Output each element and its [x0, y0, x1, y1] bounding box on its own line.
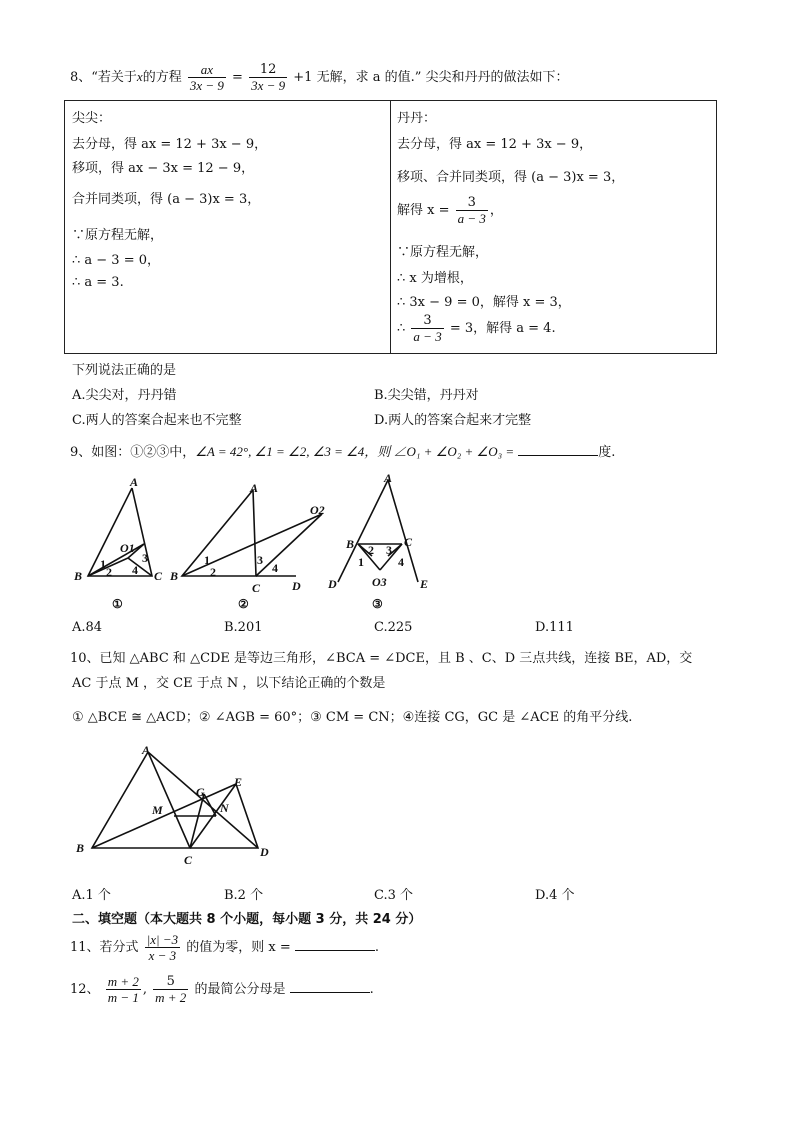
- q8-text: 8、“若关于: [70, 70, 137, 85]
- fig-label-g: G: [196, 785, 205, 799]
- q8-var: x: [136, 69, 143, 84]
- q9-stem: [70, 441, 615, 460]
- fig2-label-o2: O2: [310, 503, 325, 517]
- left-line-2: 移项，得 ax − 3x = 12 − 9，: [72, 161, 255, 176]
- q8-text: +1 无解，求 a 的值.” 尖尖和丹丹的做法如下：: [293, 70, 569, 85]
- text: 的值为零，则 x =: [186, 940, 291, 955]
- fig3-label-c: C: [404, 535, 413, 549]
- fig3-label-o3: O3: [372, 575, 387, 589]
- answer-blank[interactable]: [295, 939, 375, 951]
- fig-label-b: B: [76, 841, 85, 855]
- text: ,: [142, 982, 147, 997]
- text: 解得 x =: [397, 203, 450, 218]
- q9-option-d: D.111: [535, 620, 574, 635]
- q11-fraction: [145, 932, 180, 963]
- fig-label-d: D: [260, 845, 269, 859]
- q12-fraction-2: [153, 974, 188, 1005]
- frac-num: |x| −3: [146, 932, 179, 947]
- fig2-label-d: D: [292, 579, 301, 593]
- fraction: [456, 195, 488, 226]
- fig-label-m: M: [152, 803, 163, 817]
- section-heading: 二、填空题（本大题共 8 个小题，每小题 3 分，共 24 分）: [72, 912, 422, 927]
- text: 9、如图：①②③中，: [70, 445, 196, 460]
- q10-option-c: C.3 个: [374, 888, 414, 903]
- q11: [70, 932, 379, 963]
- q10-option-d: D.4 个: [535, 888, 575, 903]
- right-name: 丹丹：: [397, 111, 437, 126]
- fig-label-c: C: [184, 853, 193, 867]
- fig1-angle-1: 1: [100, 557, 106, 571]
- frac-den: m + 2: [155, 990, 187, 1005]
- frac-den: a − 3: [413, 329, 442, 344]
- left-name: 尖尖：: [72, 111, 112, 126]
- fig3-caption: ③: [372, 597, 383, 611]
- frac-num: 5: [153, 974, 188, 990]
- fig1-label-o1: O1: [120, 541, 135, 555]
- fig2-label-b: B: [170, 569, 179, 583]
- fig3-angle-3: 3: [386, 543, 392, 557]
- right-line-2: 移项、合并同类项，得 (a − 3)x = 3，: [397, 170, 625, 185]
- fig3-label-d: D: [328, 577, 337, 591]
- q9-option-b: B.201: [224, 620, 263, 635]
- fig3-label-e: E: [420, 577, 429, 591]
- left-line-3: 合并同类项，得 (a − 3)x = 3，: [72, 192, 261, 207]
- q10-line-2: AC 于点 M ，交 CE 于点 N ，以下结论正确的个数是: [72, 676, 386, 691]
- fig1-caption: ①: [112, 597, 123, 611]
- fig-label-e: E: [234, 775, 243, 789]
- right-line-1: 去分母，得 ax = 12 + 3x − 9，: [397, 137, 593, 152]
- frac-den: 3x − 9: [189, 78, 224, 93]
- fig2-label-c: C: [252, 581, 261, 595]
- fig2-angle-2: 2: [210, 565, 216, 579]
- fig2-label-a: A: [250, 481, 259, 495]
- fig2-angle-4: 4: [272, 561, 278, 575]
- right-line-6: ∴ 3x − 9 = 0，解得 x = 3，: [397, 295, 571, 310]
- frac-num: 3: [411, 313, 443, 329]
- fig1-label-c: C: [154, 569, 163, 583]
- text: = 3，解得 a = 4.: [449, 321, 556, 336]
- fig1-angle-2: 2: [106, 565, 112, 579]
- text: 12、: [70, 982, 100, 997]
- q10-option-a: A.1 个: [72, 888, 111, 903]
- fig3-angle-2: 2: [368, 543, 374, 557]
- fig-label-a: A: [142, 743, 151, 757]
- right-line-4: ∵原方程无解，: [397, 245, 489, 260]
- frac-den: 3x − 9: [251, 78, 286, 93]
- q8-fraction-2: [249, 62, 287, 93]
- q8-option-b: B.尖尖错，丹丹对: [374, 388, 479, 403]
- q10-option-b: B.2 个: [224, 888, 264, 903]
- right-line-5: ∴ x 为增根，: [397, 271, 473, 286]
- q8-stem: [70, 62, 569, 93]
- math: ∠A = 42°, ∠1 = ∠2, ∠3 = ∠4，则 ∠O₁ + ∠O₂ + ∠O₃ =: [195, 444, 515, 459]
- right-line-3: [397, 195, 503, 226]
- q8-option-c: C.两人的答案合起来也不完整: [72, 413, 242, 428]
- q8-prompt: 下列说法正确的是: [72, 363, 177, 378]
- q12: [70, 974, 374, 1005]
- left-line-4: ∵原方程无解，: [72, 228, 164, 243]
- text: .: [369, 982, 374, 997]
- text: 的最简公分母是: [194, 982, 286, 997]
- fig1-label-b: B: [74, 569, 83, 583]
- left-line-6: ∴ a = 3.: [72, 275, 124, 290]
- answer-blank[interactable]: [290, 981, 370, 993]
- fig2-angle-1: 1: [204, 553, 210, 567]
- frac-den: a − 3: [457, 211, 486, 226]
- fig1-label-a: A: [130, 475, 139, 489]
- fig3-label-b: B: [346, 537, 355, 551]
- right-line-7: [397, 313, 556, 344]
- text: 度.: [598, 445, 616, 460]
- q10-line-3: ① △BCE ≅ △ACD；② ∠AGB = 60°；③ CM = CN；④连接 CG，GC 是 ∠ACE 的角平分线.: [72, 710, 633, 725]
- q8-fraction-1: [188, 62, 226, 93]
- q10-line-1: 10、已知 △ABC 和 △CDE 是等边三角形，∠BCA = ∠DCE，且 B 、C、D 三点共线，连接 BE，AD，交: [70, 651, 693, 666]
- q9-option-c: C.225: [374, 620, 413, 635]
- q10-figure: [70, 738, 280, 868]
- frac-num: m + 2: [107, 974, 139, 989]
- frac-num: 3: [456, 195, 488, 211]
- fig1-angle-4: 4: [132, 563, 138, 577]
- answer-blank[interactable]: [518, 444, 598, 456]
- left-line-1: 去分母，得 ax = 12 + 3x − 9，: [72, 137, 268, 152]
- q8-eq: =: [232, 70, 243, 85]
- fig3-label-a: A: [384, 471, 393, 485]
- frac-num: ax: [188, 62, 226, 78]
- q8-option-d: D.两人的答案合起来才完整: [374, 413, 532, 428]
- frac-num: 12: [249, 62, 287, 78]
- text: .: [374, 940, 380, 955]
- q12-fraction-1: [106, 974, 141, 1005]
- q8-text: 的方程: [142, 70, 182, 85]
- text: 11、若分式: [70, 940, 139, 955]
- fig3-angle-4: 4: [398, 555, 404, 569]
- fig1-angle-3: 3: [142, 551, 148, 565]
- fig-label-n: N: [220, 801, 229, 815]
- fraction: [411, 313, 443, 344]
- text: ∴: [397, 321, 406, 336]
- q9-figures: [70, 470, 430, 615]
- fig3-angle-1: 1: [358, 555, 364, 569]
- frac-den: x − 3: [148, 948, 177, 963]
- q8-option-a: A.尖尖对，丹丹错: [72, 388, 177, 403]
- q9-option-a: A.84: [72, 620, 103, 635]
- frac-den: m − 1: [107, 990, 139, 1005]
- left-line-5: ∴ a − 3 = 0，: [72, 253, 161, 268]
- fig2-caption: ②: [238, 597, 249, 611]
- fig2-angle-3: 3: [257, 553, 263, 567]
- text: ，: [489, 203, 503, 218]
- table-divider: [390, 101, 391, 353]
